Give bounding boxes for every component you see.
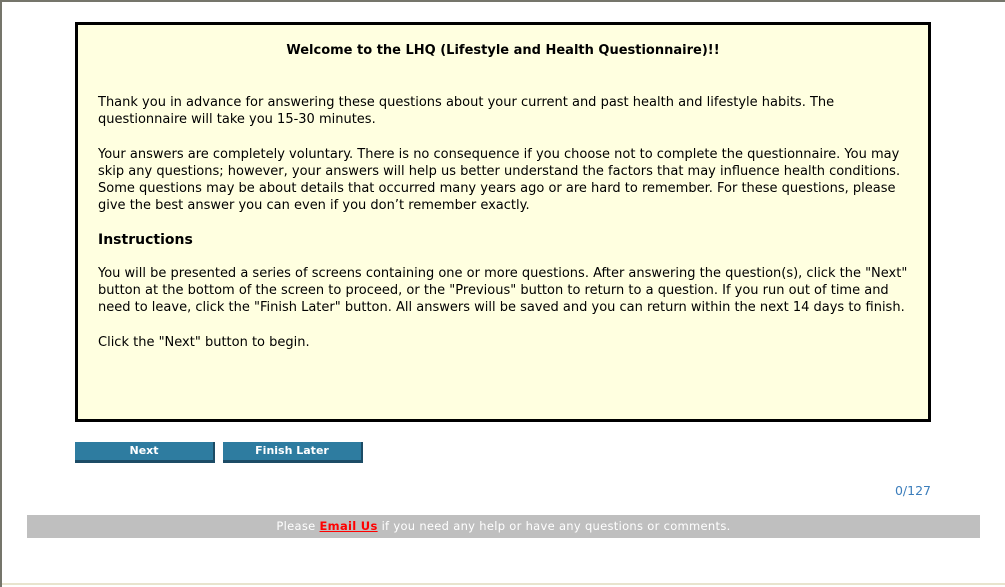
footer-text-suffix: if you need any help or have any questions or comments. <box>381 519 731 533</box>
page-bottom-divider <box>2 583 1005 585</box>
navigation-button-row <box>75 442 363 463</box>
welcome-panel <box>75 22 931 422</box>
instructions-heading: Instructions <box>98 232 193 248</box>
begin-prompt: Click the "Next" button to begin. <box>98 335 310 350</box>
voluntary-paragraph: Your answers are completely voluntary. There is no consequence if you choose not to complete the questionnaire. You may skip any questions; however, your answers will help us better understand the factors that may influence health conditions. Some questions may be about details that occurred many years ago or are hard to remember. For these questions, please give the best answer you can even if you don’t remember exactly. <box>98 147 901 213</box>
help-footer-bar <box>27 515 980 538</box>
footer-text-prefix: Please <box>276 519 316 533</box>
intro-paragraph: Thank you in advance for answering these questions about your current and past health and lifestyle habits. The questionnaire will take you 15-30 minutes. <box>98 95 835 127</box>
instructions-paragraph: You will be presented a series of screens containing one or more questions. After answering the question(s), click the "Next" button at the bottom of the screen to proceed, or the "Previous" button to return to a question. If you run out of time and need to leave, click the "Finish Later" button. All answers will be saved and you can return within the next 14 days to finish. <box>98 266 908 315</box>
progress-counter: 0/127 <box>894 483 931 498</box>
finish-later-button[interactable]: Finish Later <box>223 442 363 463</box>
next-button[interactable]: Next <box>75 442 215 463</box>
email-us-link[interactable]: Email Us <box>319 519 378 533</box>
page-title: Welcome to the LHQ (Lifestyle and Health Questionnaire)!! <box>286 43 720 58</box>
